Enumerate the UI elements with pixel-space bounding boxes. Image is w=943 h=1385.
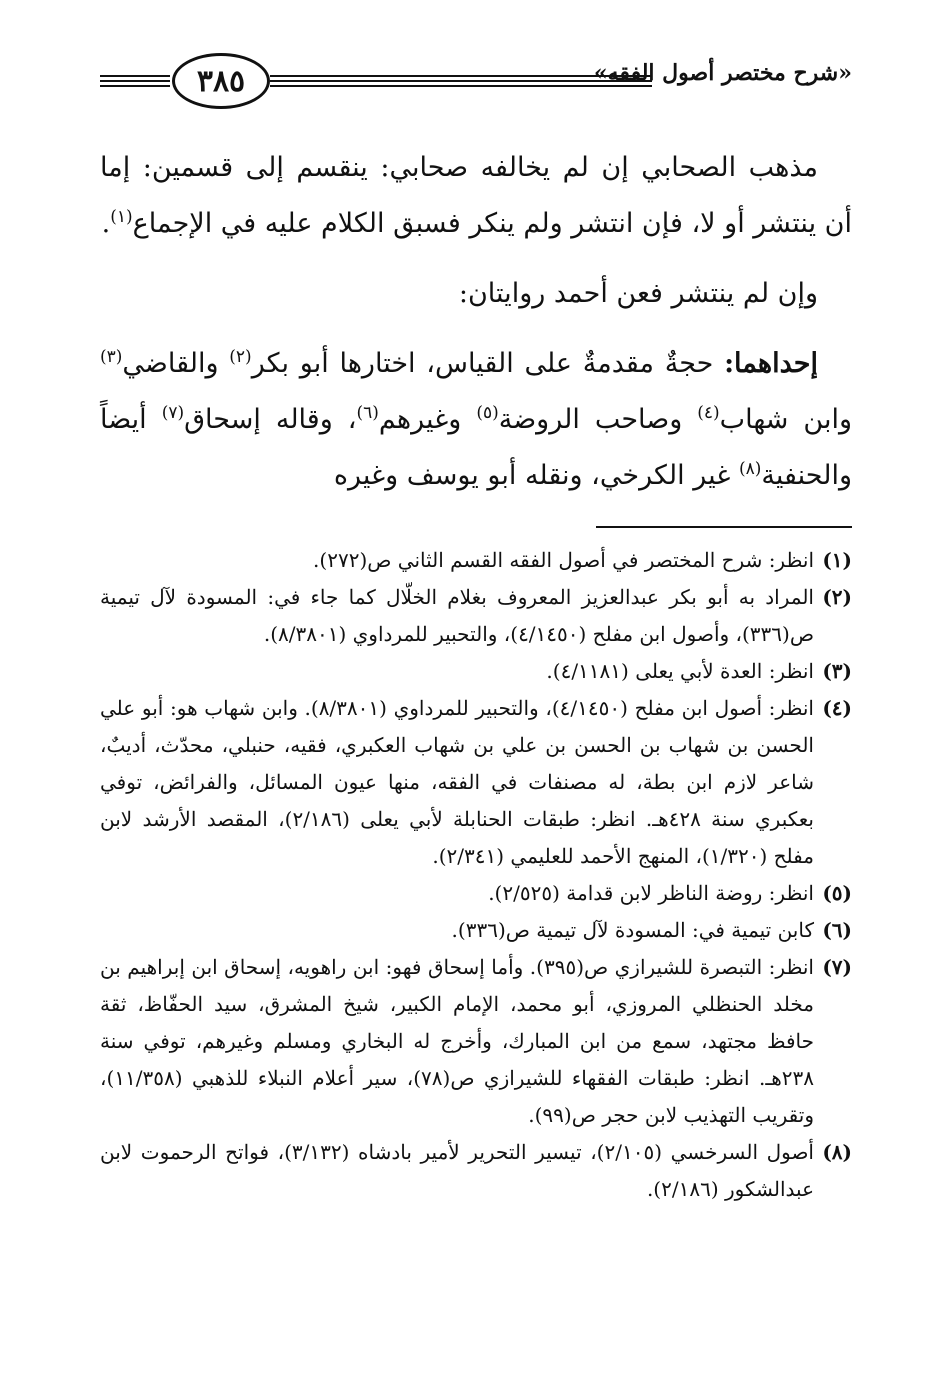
running-title: «شرح مختصر أصول الفقه» <box>593 60 852 86</box>
footnote-number: (١) <box>822 548 852 572</box>
footnote-number: (٨) <box>822 1140 852 1164</box>
paragraph-3-text-f: ، وقاله إسحاق <box>184 404 357 435</box>
footnote-ref-5[interactable]: (٥) <box>476 403 499 423</box>
paragraph-3 <box>100 336 852 504</box>
footnote-text: كابن تيمية في: المسودة لآل تيمية ص(٣٣٦). <box>451 918 814 942</box>
footnote-number: (٢) <box>822 585 852 609</box>
footnote-number: (٧) <box>822 955 852 979</box>
paragraph-3-lead: إحداهما: <box>724 348 819 379</box>
footnote-4 <box>100 690 852 875</box>
paragraph-1-text: مذهب الصحابي إن لم يخالفه صحابي: ينقسم إلى قسمين: إما أن ينتشر أو لا، فإن انتشر ولم ينكر فسبق الكلام عليه في الإجماع <box>100 152 852 239</box>
paragraph-3-text-g: أيضاً والحنفية <box>100 404 852 491</box>
paragraph-2: وإن لم ينتشر فعن أحمد روايتان: <box>458 278 818 309</box>
paragraph-1-end: . <box>101 208 111 239</box>
header-rule-left <box>100 75 170 89</box>
footnote-number: (٣) <box>822 659 852 683</box>
page <box>100 40 852 1208</box>
footnotes <box>100 542 852 1208</box>
footnote-5 <box>100 875 852 912</box>
footnote-text: انظر: التبصرة للشيرازي ص(٣٩٥). وأما إسحاق فهو: ابن راهويه، إسحاق ابن إبراهيم بن مخلد الحنظلي المروزي، أبو محمد، الإمام الكبير، شيخ المشرق، سيد الحفّاظ، ثقة حافظ مجتهد، سمع من ابن المبارك، وأخرج له البخاري ومسلم وغيرهم، توفي سنة ٢٣٨هـ. انظر: طبقات الفقهاء للشيرازي ص(٧٨)، سير أعلام النبلاء للذهبي (١١/٣٥٨)، وتقريب التهذيب لابن حجر ص(٩٩). <box>100 955 814 1127</box>
page-number: ٣٨٥ <box>172 53 270 109</box>
paragraph-3-text-a: حجةٌ مقدمةٌ على القياس، اختارها أبو بكر <box>251 348 725 379</box>
footnote-6 <box>100 912 852 949</box>
footnote-7 <box>100 949 852 1134</box>
footnote-8 <box>100 1134 852 1208</box>
footnote-ref-1[interactable]: (١) <box>110 207 133 227</box>
footnote-ref-8[interactable]: (٨) <box>738 459 762 479</box>
footnote-text: انظر: أصول ابن مفلح (٤/١٤٥٠)، والتحبير للمرداوي (٨/٣٨٠١). وابن شهاب هو: أبو علي الحسن بن شهاب بن الحسن بن علي بن شهاب العكبري، فقيه، حنبلي، محدّث، أديبٌ، شاعر لازم ابن بطة، له مصنفات في الفقه، منها عيون المسائل، والفرائض، توفي بعكبري سنة ٤٢٨هـ. انظر: طبقات الحنابلة لأبي يعلى (٢/١٨٦)، المقصد الأرشد لابن مفلح (١/٣٢٠)، المنهج الأحمد للعليمي (٢/٣٤١). <box>100 696 814 868</box>
footnote-number: (٥) <box>822 881 852 905</box>
footnote-3 <box>100 653 852 690</box>
footnote-ref-3[interactable]: (٣) <box>100 347 123 367</box>
footnote-text: أصول السرخسي (٢/١٠٥)، تيسير التحرير لأمير بادشاه (٣/١٣٢)، فواتح الرحموت لابن عبدالشكور (٢/١٨٦). <box>100 1140 814 1201</box>
main-text <box>100 140 852 504</box>
footnote-ref-4[interactable]: (٤) <box>697 403 720 423</box>
paragraph-3-text-e: وغيرهم <box>378 404 477 435</box>
footnote-2 <box>100 579 852 653</box>
paragraph-3-text-b: والقاضي <box>122 348 230 379</box>
footnote-text: المراد به أبو بكر عبدالعزيز المعروف بغلام الخلّال كما جاء في: المسودة لآل تيمية ص(٣٣٦)، وأصول ابن مفلح (٤/١٤٥٠)، والتحبير للمرداوي (٨/٣٨٠١). <box>100 585 814 646</box>
paragraph-3-text-h: غير الكرخي، ونقله أبو يوسف وغيره <box>333 460 739 491</box>
paragraph-3-text-c: وابن شهاب <box>719 404 853 435</box>
footnote-number: (٦) <box>822 918 852 942</box>
footnote-text: انظر: العدة لأبي يعلى (٤/١١٨١). <box>546 659 814 683</box>
footnote-ref-2[interactable]: (٢) <box>229 347 252 367</box>
paragraph-3-text-d: وصاحب الروضة <box>498 404 698 435</box>
page-header <box>100 40 852 120</box>
footnote-ref-7[interactable]: (٧) <box>161 403 185 423</box>
footnote-text: انظر: روضة الناظر لابن قدامة (٢/٥٢٥). <box>488 881 814 905</box>
paragraph-1 <box>100 140 852 252</box>
header-rule-right <box>270 75 652 89</box>
footnote-text: انظر: شرح المختصر في أصول الفقه القسم الثاني ص(٢٧٢). <box>313 548 814 572</box>
footnote-number: (٤) <box>822 696 852 720</box>
footnote-ref-6[interactable]: (٦) <box>356 403 379 423</box>
footnote-separator <box>596 526 852 528</box>
footnote-1 <box>100 542 852 579</box>
